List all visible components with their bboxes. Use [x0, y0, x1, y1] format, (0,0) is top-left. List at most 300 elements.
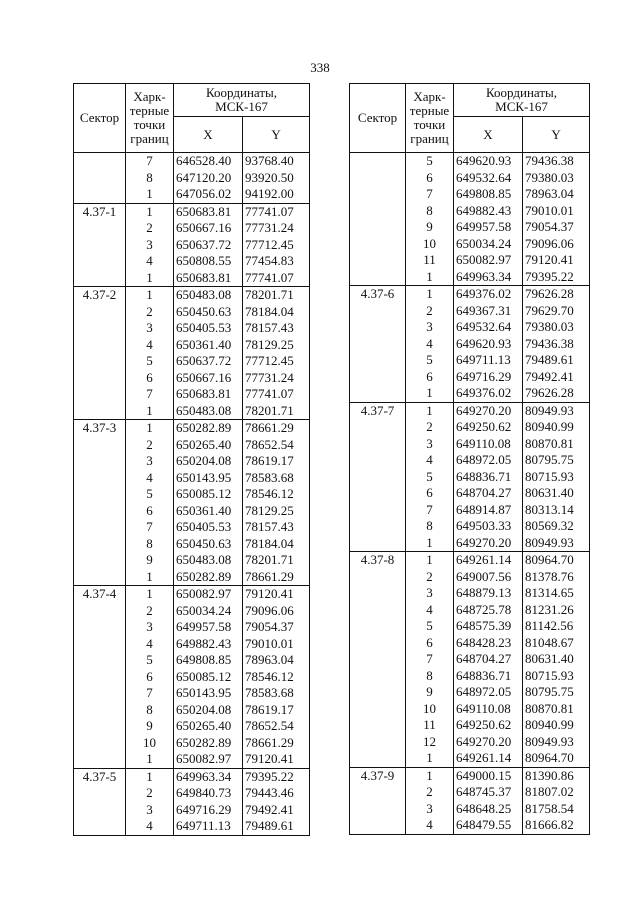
sector-cell [350, 419, 406, 436]
header-points [406, 84, 454, 153]
y-coordinate-cell: 78661.29 [243, 735, 310, 752]
point-cell: 1 [406, 535, 454, 552]
coordinates-body-left [74, 153, 310, 836]
point-cell: 9 [126, 552, 174, 569]
x-coordinate-cell: 646528.40 [174, 153, 243, 170]
table-row [74, 519, 310, 536]
sector-cell [350, 585, 406, 602]
x-coordinate-cell: 649882.43 [174, 636, 243, 653]
y-coordinate-cell: 78157.43 [243, 519, 310, 536]
y-coordinate-cell: 79120.41 [243, 586, 310, 603]
point-cell: 6 [126, 503, 174, 520]
sector-cell [350, 452, 406, 469]
x-coordinate-cell: 649250.62 [454, 419, 523, 436]
y-coordinate-cell: 81378.76 [523, 569, 590, 586]
y-coordinate-cell: 78963.04 [523, 186, 590, 203]
point-cell: 2 [406, 784, 454, 801]
table-row [74, 253, 310, 270]
x-coordinate-cell: 648972.05 [454, 452, 523, 469]
table-row [74, 220, 310, 237]
sector-cell [74, 486, 126, 503]
table-row [74, 552, 310, 569]
y-coordinate-cell: 79120.41 [523, 252, 590, 269]
point-cell: 1 [126, 768, 174, 785]
y-coordinate-cell: 80715.93 [523, 668, 590, 685]
point-cell: 1 [406, 286, 454, 303]
y-coordinate-cell: 80940.99 [523, 717, 590, 734]
x-coordinate-cell: 648575.39 [454, 618, 523, 635]
sector-cell [350, 186, 406, 203]
y-coordinate-cell: 77741.07 [243, 270, 310, 287]
point-cell: 1 [406, 750, 454, 767]
sector-cell: 4.37-7 [350, 402, 406, 419]
point-cell: 2 [126, 603, 174, 620]
y-coordinate-cell: 80631.40 [523, 651, 590, 668]
x-coordinate-cell: 649957.58 [174, 619, 243, 636]
point-cell: 8 [406, 668, 454, 685]
point-cell: 7 [126, 685, 174, 702]
table-row [74, 153, 310, 170]
point-cell: 3 [126, 237, 174, 254]
x-coordinate-cell: 648648.25 [454, 801, 523, 818]
sector-cell [74, 569, 126, 586]
sector-cell [350, 734, 406, 751]
x-coordinate-cell: 649367.31 [454, 303, 523, 320]
x-coordinate-cell: 649963.34 [174, 768, 243, 785]
point-cell: 4 [126, 818, 174, 835]
x-coordinate-cell: 649882.43 [454, 203, 523, 220]
point-cell: 3 [406, 801, 454, 818]
table-row [74, 718, 310, 735]
sector-cell [350, 236, 406, 253]
y-coordinate-cell: 79380.03 [523, 170, 590, 187]
header-points-line2: терные [129, 103, 170, 118]
point-cell: 7 [406, 651, 454, 668]
y-coordinate-cell: 79010.01 [243, 636, 310, 653]
sector-cell [74, 403, 126, 420]
sector-cell [350, 518, 406, 535]
table-row [74, 320, 310, 337]
table-row [74, 503, 310, 520]
sector-cell: 4.37-2 [74, 287, 126, 304]
point-cell: 3 [406, 436, 454, 453]
sector-cell [350, 502, 406, 519]
table-row [350, 419, 590, 436]
sector-cell: 4.37-8 [350, 552, 406, 569]
x-coordinate-cell: 648704.27 [454, 485, 523, 502]
table-row [74, 636, 310, 653]
point-cell: 9 [126, 718, 174, 735]
sector-cell [74, 370, 126, 387]
y-coordinate-cell: 81666.82 [523, 817, 590, 834]
sector-cell [350, 569, 406, 586]
table-row [74, 818, 310, 835]
point-cell: 8 [126, 702, 174, 719]
sector-cell [74, 337, 126, 354]
table-row [74, 470, 310, 487]
table-row [350, 767, 590, 784]
point-cell: 4 [406, 336, 454, 353]
header-coords-line1: Координаты, [486, 85, 557, 100]
table-row [74, 186, 310, 203]
sector-cell [350, 436, 406, 453]
y-coordinate-cell: 80964.70 [523, 750, 590, 767]
sector-cell [350, 817, 406, 834]
x-coordinate-cell: 648725.78 [454, 602, 523, 619]
x-coordinate-cell: 648704.27 [454, 651, 523, 668]
point-cell: 6 [126, 370, 174, 387]
x-coordinate-cell: 649110.08 [454, 436, 523, 453]
table-row [74, 453, 310, 470]
point-cell: 6 [126, 669, 174, 686]
x-coordinate-cell: 650361.40 [174, 503, 243, 520]
sector-cell [350, 269, 406, 286]
point-cell: 10 [406, 701, 454, 718]
table-row [350, 303, 590, 320]
x-coordinate-cell: 649270.20 [454, 535, 523, 552]
sector-cell [74, 519, 126, 536]
point-cell: 3 [406, 585, 454, 602]
x-coordinate-cell: 649963.34 [454, 269, 523, 286]
x-coordinate-cell: 649716.29 [454, 369, 523, 386]
sector-cell [74, 237, 126, 254]
table-row [74, 652, 310, 669]
sector-cell [350, 750, 406, 767]
x-coordinate-cell: 648428.23 [454, 635, 523, 652]
table-row [350, 436, 590, 453]
point-cell: 5 [406, 618, 454, 635]
sector-cell [74, 437, 126, 454]
y-coordinate-cell: 78201.71 [243, 552, 310, 569]
sector-cell [350, 252, 406, 269]
x-coordinate-cell: 649532.64 [454, 170, 523, 187]
y-coordinate-cell: 79492.41 [523, 369, 590, 386]
table-row [350, 668, 590, 685]
table-row [350, 469, 590, 486]
point-cell: 6 [406, 635, 454, 652]
x-coordinate-cell: 649000.15 [454, 767, 523, 784]
point-cell: 10 [126, 735, 174, 752]
table-row [350, 203, 590, 220]
point-cell: 1 [406, 402, 454, 419]
point-cell: 1 [126, 751, 174, 768]
x-coordinate-cell: 649270.20 [454, 734, 523, 751]
y-coordinate-cell: 78201.71 [243, 403, 310, 420]
sector-cell: 4.37-3 [74, 420, 126, 437]
table-row [350, 369, 590, 386]
point-cell: 3 [406, 319, 454, 336]
y-coordinate-cell: 78184.04 [243, 536, 310, 553]
header-points-line3: точки [413, 117, 446, 132]
point-cell: 7 [406, 502, 454, 519]
x-coordinate-cell: 650483.08 [174, 287, 243, 304]
table-row [74, 751, 310, 768]
y-coordinate-cell: 80313.14 [523, 502, 590, 519]
header-y: Y [243, 117, 310, 153]
table-row [350, 701, 590, 718]
sector-cell [74, 735, 126, 752]
x-coordinate-cell: 649711.13 [454, 352, 523, 369]
y-coordinate-cell: 79054.37 [523, 219, 590, 236]
point-cell: 4 [406, 452, 454, 469]
y-coordinate-cell: 80631.40 [523, 485, 590, 502]
sector-cell [74, 669, 126, 686]
coordinates-table-left [73, 83, 310, 836]
sector-cell [350, 303, 406, 320]
sector-cell [350, 651, 406, 668]
x-coordinate-cell: 650483.08 [174, 403, 243, 420]
table-row [74, 337, 310, 354]
table-row [74, 785, 310, 802]
header-coords-line1: Координаты, [206, 85, 277, 100]
x-coordinate-cell: 649007.56 [454, 569, 523, 586]
point-cell: 2 [406, 419, 454, 436]
x-coordinate-cell: 650683.81 [174, 203, 243, 220]
point-cell: 12 [406, 734, 454, 751]
sector-cell [350, 203, 406, 220]
point-cell: 6 [406, 485, 454, 502]
sector-cell [74, 619, 126, 636]
y-coordinate-cell: 79096.06 [523, 236, 590, 253]
y-coordinate-cell: 77712.45 [243, 237, 310, 254]
point-cell: 5 [126, 486, 174, 503]
table-row [350, 569, 590, 586]
header-points-line4: границ [130, 131, 169, 146]
point-cell: 9 [406, 684, 454, 701]
point-cell: 4 [126, 253, 174, 270]
point-cell: 10 [406, 236, 454, 253]
y-coordinate-cell: 80949.93 [523, 535, 590, 552]
y-coordinate-cell: 81758.54 [523, 801, 590, 818]
sector-cell [74, 702, 126, 719]
x-coordinate-cell: 650204.08 [174, 702, 243, 719]
x-coordinate-cell: 650082.97 [174, 751, 243, 768]
y-coordinate-cell: 80870.81 [523, 436, 590, 453]
y-coordinate-cell: 78129.25 [243, 337, 310, 354]
x-coordinate-cell: 649376.02 [454, 385, 523, 402]
x-coordinate-cell: 650265.40 [174, 437, 243, 454]
table-row [74, 536, 310, 553]
sector-cell [350, 801, 406, 818]
sector-cell [74, 386, 126, 403]
x-coordinate-cell: 650405.53 [174, 519, 243, 536]
x-coordinate-cell: 650450.63 [174, 304, 243, 321]
y-coordinate-cell: 77741.07 [243, 386, 310, 403]
table-row [350, 817, 590, 834]
point-cell: 6 [406, 369, 454, 386]
y-coordinate-cell: 79629.70 [523, 303, 590, 320]
y-coordinate-cell: 77454.83 [243, 253, 310, 270]
point-cell: 1 [406, 552, 454, 569]
y-coordinate-cell: 79492.41 [243, 802, 310, 819]
x-coordinate-cell: 648745.37 [454, 784, 523, 801]
y-coordinate-cell: 80940.99 [523, 419, 590, 436]
y-coordinate-cell: 80795.75 [523, 684, 590, 701]
point-cell: 3 [126, 320, 174, 337]
sector-cell [350, 336, 406, 353]
y-coordinate-cell: 80870.81 [523, 701, 590, 718]
y-coordinate-cell: 81142.56 [523, 618, 590, 635]
sector-cell [350, 369, 406, 386]
y-coordinate-cell: 80715.93 [523, 469, 590, 486]
x-coordinate-cell: 650483.08 [174, 552, 243, 569]
sector-cell [350, 717, 406, 734]
x-coordinate-cell: 650034.24 [454, 236, 523, 253]
point-cell: 1 [126, 586, 174, 603]
table-row [74, 386, 310, 403]
x-coordinate-cell: 650282.89 [174, 735, 243, 752]
table-row [74, 304, 310, 321]
sector-cell: 4.37-5 [74, 768, 126, 785]
point-cell: 1 [406, 385, 454, 402]
header-y: Y [523, 117, 590, 153]
x-coordinate-cell: 650282.89 [174, 569, 243, 586]
x-coordinate-cell: 650808.55 [174, 253, 243, 270]
y-coordinate-cell: 79436.38 [523, 153, 590, 170]
point-cell: 2 [126, 785, 174, 802]
x-coordinate-cell: 648879.13 [454, 585, 523, 602]
table-row [74, 768, 310, 785]
y-coordinate-cell: 78652.54 [243, 718, 310, 735]
y-coordinate-cell: 93920.50 [243, 170, 310, 187]
table-row [350, 452, 590, 469]
x-coordinate-cell: 649261.14 [454, 750, 523, 767]
header-x: X [454, 117, 523, 153]
table-row [350, 602, 590, 619]
sector-cell: 4.37-9 [350, 767, 406, 784]
header-points-line1: Харк- [413, 89, 446, 104]
table-row [74, 420, 310, 437]
table-row [350, 552, 590, 569]
point-cell: 2 [126, 437, 174, 454]
sector-cell [74, 652, 126, 669]
point-cell: 5 [126, 353, 174, 370]
header-coords-line2: МСК-167 [215, 99, 268, 114]
table-row [350, 252, 590, 269]
table-row [74, 270, 310, 287]
y-coordinate-cell: 79626.28 [523, 385, 590, 402]
y-coordinate-cell: 79436.38 [523, 336, 590, 353]
point-cell: 2 [126, 220, 174, 237]
sector-cell [350, 784, 406, 801]
table-row [350, 236, 590, 253]
y-coordinate-cell: 81807.02 [523, 784, 590, 801]
sector-cell [350, 701, 406, 718]
table-row [74, 237, 310, 254]
sector-cell [74, 220, 126, 237]
point-cell: 5 [406, 469, 454, 486]
y-coordinate-cell: 80795.75 [523, 452, 590, 469]
point-cell: 4 [126, 470, 174, 487]
y-coordinate-cell: 78201.71 [243, 287, 310, 304]
point-cell: 11 [406, 252, 454, 269]
point-cell: 1 [126, 270, 174, 287]
sector-cell [74, 685, 126, 702]
x-coordinate-cell: 649620.93 [454, 336, 523, 353]
table-row [74, 685, 310, 702]
point-cell: 1 [126, 203, 174, 220]
x-coordinate-cell: 649620.93 [454, 153, 523, 170]
y-coordinate-cell: 78619.17 [243, 702, 310, 719]
y-coordinate-cell: 79395.22 [243, 768, 310, 785]
table-row [350, 485, 590, 502]
sector-cell [74, 470, 126, 487]
header-coordinates [174, 84, 310, 117]
header-points-line1: Харк- [133, 89, 166, 104]
x-coordinate-cell: 650282.89 [174, 420, 243, 437]
table-row [74, 403, 310, 420]
sector-cell [74, 785, 126, 802]
point-cell: 7 [126, 153, 174, 170]
table-row [350, 535, 590, 552]
sector-cell [74, 751, 126, 768]
x-coordinate-cell: 650085.12 [174, 486, 243, 503]
x-coordinate-cell: 650405.53 [174, 320, 243, 337]
point-cell: 1 [126, 403, 174, 420]
x-coordinate-cell: 650085.12 [174, 669, 243, 686]
x-coordinate-cell: 647120.20 [174, 170, 243, 187]
y-coordinate-cell: 80949.93 [523, 734, 590, 751]
point-cell: 4 [406, 817, 454, 834]
y-coordinate-cell: 79489.61 [523, 352, 590, 369]
point-cell: 9 [406, 219, 454, 236]
sector-cell [350, 385, 406, 402]
point-cell: 3 [126, 802, 174, 819]
table-row [350, 518, 590, 535]
point-cell: 6 [406, 170, 454, 187]
table-row [74, 569, 310, 586]
sector-cell [350, 602, 406, 619]
point-cell: 5 [406, 352, 454, 369]
header-points [126, 84, 174, 153]
y-coordinate-cell: 94192.00 [243, 186, 310, 203]
y-coordinate-cell: 78583.68 [243, 470, 310, 487]
y-coordinate-cell: 79096.06 [243, 603, 310, 620]
sector-cell [350, 219, 406, 236]
y-coordinate-cell: 79395.22 [523, 269, 590, 286]
header-points-line3: точки [133, 117, 166, 132]
y-coordinate-cell: 81231.26 [523, 602, 590, 619]
sector-cell [350, 170, 406, 187]
sector-cell [350, 635, 406, 652]
point-cell: 8 [126, 536, 174, 553]
y-coordinate-cell: 78963.04 [243, 652, 310, 669]
point-cell: 1 [126, 186, 174, 203]
coordinates-body-right [350, 153, 590, 835]
sector-cell [74, 353, 126, 370]
sector-cell [74, 453, 126, 470]
sector-cell [74, 552, 126, 569]
table-row [350, 801, 590, 818]
table-row [74, 203, 310, 220]
table-row [350, 717, 590, 734]
table-row [74, 170, 310, 187]
y-coordinate-cell: 79380.03 [523, 319, 590, 336]
sector-cell [350, 618, 406, 635]
header-points-line4: границ [410, 131, 449, 146]
point-cell: 1 [406, 767, 454, 784]
y-coordinate-cell: 78661.29 [243, 569, 310, 586]
y-coordinate-cell: 78652.54 [243, 437, 310, 454]
table-row [74, 702, 310, 719]
page-number: 338 [310, 60, 330, 75]
point-cell: 4 [406, 602, 454, 619]
y-coordinate-cell: 78546.12 [243, 486, 310, 503]
sector-cell [350, 668, 406, 685]
table-row [74, 735, 310, 752]
point-cell: 1 [406, 269, 454, 286]
y-coordinate-cell: 80569.32 [523, 518, 590, 535]
